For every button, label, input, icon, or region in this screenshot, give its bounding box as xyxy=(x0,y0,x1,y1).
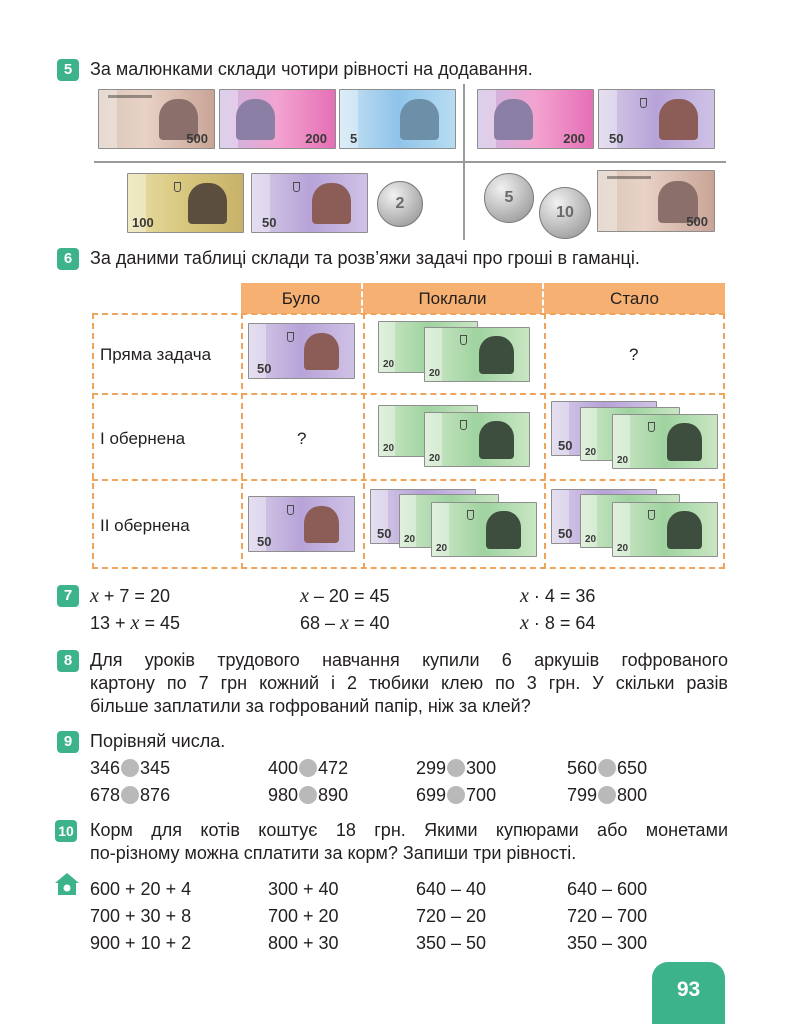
compare-pair: 560 650 xyxy=(567,758,648,778)
compare-pair: 346 345 xyxy=(90,758,171,778)
equation: x · 8 = 64 xyxy=(520,612,596,634)
compare-pair: 699 700 xyxy=(416,785,497,805)
divider-vertical xyxy=(463,84,465,240)
table-col-divider xyxy=(241,313,243,569)
banknote-500: 500 xyxy=(597,170,715,232)
expression: 640 – 600 xyxy=(567,879,648,899)
task-8-badge: 8 xyxy=(57,650,79,672)
expression: 720 – 700 xyxy=(567,906,648,926)
banknote-20: 20 xyxy=(399,494,499,548)
coin-10: 10 xyxy=(539,187,591,239)
banknote-50: 50 xyxy=(370,489,476,544)
table-header-added: Поклали xyxy=(363,283,544,314)
expression: 700 + 30 + 8 xyxy=(90,906,192,926)
equation: 13 + x = 45 xyxy=(90,612,180,634)
compare-pair: 400 472 xyxy=(268,758,349,778)
task-8-line: Для уроків трудового навчання купили 6 аркушів гофрованого xyxy=(90,650,728,670)
task-8-line: більше заплатили за гофрований папір, ніж за клей? xyxy=(90,696,531,716)
task-8-line: картону по 7 грн кожний і 2 тюбики клею по 3 грн. У скільки разів xyxy=(90,673,728,693)
banknote-20: 20 xyxy=(580,407,680,461)
banknote-50: 50 xyxy=(248,496,355,552)
banknote-200: 200 xyxy=(219,89,336,149)
compare-pair: 980 890 xyxy=(268,785,349,805)
home-icon xyxy=(54,872,80,896)
equation: 68 – x = 40 xyxy=(300,612,390,634)
task-6-text: За даними таблиці склади та розв’яжи задачі про гроші в гаманці. xyxy=(90,248,640,268)
table-col-divider xyxy=(363,313,365,569)
expression: 350 – 50 xyxy=(416,933,487,953)
task-10-line: Корм для котів коштує 18 грн. Якими купюрами або монетами xyxy=(90,820,728,840)
compare-circle xyxy=(299,786,317,804)
compare-circle xyxy=(299,759,317,777)
compare-circle xyxy=(121,759,139,777)
task-10-badge: 10 xyxy=(55,820,77,842)
unknown-became: ? xyxy=(629,345,639,364)
expression: 720 – 20 xyxy=(416,906,487,926)
divider-horizontal xyxy=(94,161,726,163)
banknote-20: 20 xyxy=(580,494,680,548)
banknote-20: 20 xyxy=(612,502,718,557)
coin-5: 5 xyxy=(484,173,534,223)
task-6-badge: 6 xyxy=(57,248,79,270)
table-header-was: Було xyxy=(241,283,363,314)
task-9-text: Порівняй числа. xyxy=(90,731,226,751)
compare-circle xyxy=(598,786,616,804)
task-7-badge: 7 xyxy=(57,585,79,607)
compare-pair: 799 800 xyxy=(567,785,648,805)
banknote-50: 50 xyxy=(551,401,657,456)
banknote-50: 50 xyxy=(598,89,715,149)
banknote-20: 20 xyxy=(424,327,530,382)
banknote-50: 50 xyxy=(551,489,657,544)
equation: x – 20 = 45 xyxy=(300,585,390,607)
compare-pair: 299 300 xyxy=(416,758,497,778)
compare-pair: 678 876 xyxy=(90,785,171,805)
expression: 300 + 40 xyxy=(268,879,339,899)
banknote-500: 500 xyxy=(98,89,215,149)
banknote-20: 20 xyxy=(431,502,537,557)
expression: 640 – 40 xyxy=(416,879,487,899)
expression: 900 + 10 + 2 xyxy=(90,933,192,953)
task-5-text: За малюнками склади чотири рівності на додавання. xyxy=(90,59,533,79)
compare-circle xyxy=(447,786,465,804)
table-row-divider xyxy=(92,393,725,395)
banknote-20: 20 xyxy=(378,405,478,457)
banknote-50: 50 xyxy=(248,323,355,379)
task-5-badge: 5 xyxy=(57,59,79,81)
banknote-200: 200 xyxy=(477,89,594,149)
row-label-direct: Пряма задача xyxy=(100,345,212,364)
table-header-became: Стало xyxy=(544,283,725,314)
expression: 700 + 20 xyxy=(268,906,339,926)
expression: 350 – 300 xyxy=(567,933,648,953)
compare-circle xyxy=(598,759,616,777)
table-row-divider xyxy=(92,479,725,481)
compare-circle xyxy=(121,786,139,804)
banknote-20: 20 xyxy=(612,414,718,469)
row-label-inverse-1: І обернена xyxy=(100,429,186,448)
table-col-divider xyxy=(544,313,546,569)
compare-circle xyxy=(447,759,465,777)
coin-2: 2 xyxy=(377,181,423,227)
expression: 600 + 20 + 4 xyxy=(90,879,192,899)
task-10-line: по-різному можна сплатити за корм? Запиши три рівності. xyxy=(90,843,577,863)
unknown-was: ? xyxy=(297,429,307,448)
equation: x + 7 = 20 xyxy=(90,585,170,607)
banknote-50: 50 xyxy=(251,173,368,233)
expression: 800 + 30 xyxy=(268,933,339,953)
equation: x · 4 = 36 xyxy=(520,585,596,607)
banknote-20: 20 xyxy=(424,412,530,467)
banknote-20: 20 xyxy=(378,321,478,373)
banknote-5: 5 xyxy=(339,89,456,149)
banknote-100: 100 xyxy=(127,173,244,233)
row-label-inverse-2: ІІ обернена xyxy=(100,516,190,535)
task-9-badge: 9 xyxy=(57,731,79,753)
page-number: 93 xyxy=(652,962,725,1024)
